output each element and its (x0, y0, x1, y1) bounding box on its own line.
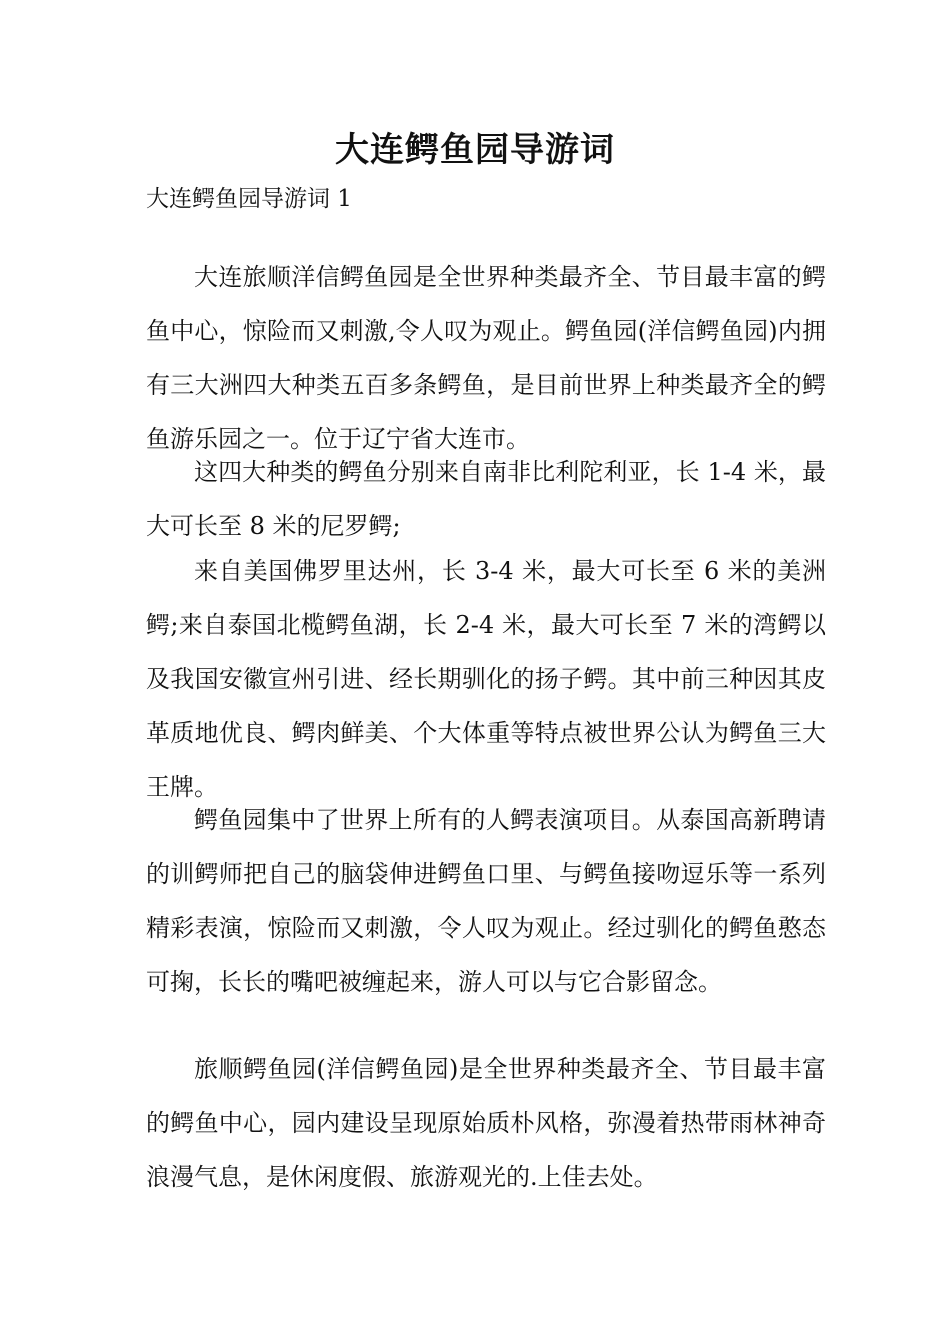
paragraph-4: 鳄鱼园集中了世界上所有的人鳄表演项目。从泰国高新聘请的训鳄师把自己的脑袋伸进鳄鱼口里、与鳄鱼接吻逗乐等一系列精彩表演，惊险而又刺激，令人叹为观止。经过驯化的鳄鱼憨态可掬，长长的嘴吧被缠起来，游人可以与它合影留念。 (146, 806, 826, 996)
paragraph-1: 大连旅顺洋信鳄鱼园是全世界种类最齐全、节目最丰富的鳄鱼中心，惊险而又刺激,令人叹为观止。鳄鱼园(洋信鳄鱼园)内拥有三大洲四大种类五百多条鳄鱼，是目前世界上种类最齐全的鳄鱼游乐园之一。位于辽宁省大连市。 (146, 263, 826, 453)
paragraph-5: 旅顺鳄鱼园(洋信鳄鱼园)是全世界种类最齐全、节目最丰富的鳄鱼中心，园内建设呈现原始质朴风格，弥漫着热带雨林神奇浪漫气息，是休闲度假、旅游观光的.上佳去处。 (146, 1055, 826, 1191)
section-heading: 大连鳄鱼园导游词 1 (146, 186, 352, 212)
paragraph-2: 这四大种类的鳄鱼分别来自南非比利陀利亚，长 1-4 米，最大可长至 8 米的尼罗鳄; (146, 458, 826, 540)
paragraph-3: 来自美国佛罗里达州，长 3-4 米，最大可长至 6 米的美洲鳄;来自泰国北榄鳄鱼湖，长 2-4 米，最大可长至 7 米的湾鳄以及我国安徽宣州引进、经长期驯化的扬子鳄。其中前三种因其皮革质地优良、鳄肉鲜美、个大体重等特点被世界公认为鳄鱼三大王牌。 (146, 557, 826, 801)
document-title: 大连鳄鱼园导游词 (335, 130, 615, 170)
